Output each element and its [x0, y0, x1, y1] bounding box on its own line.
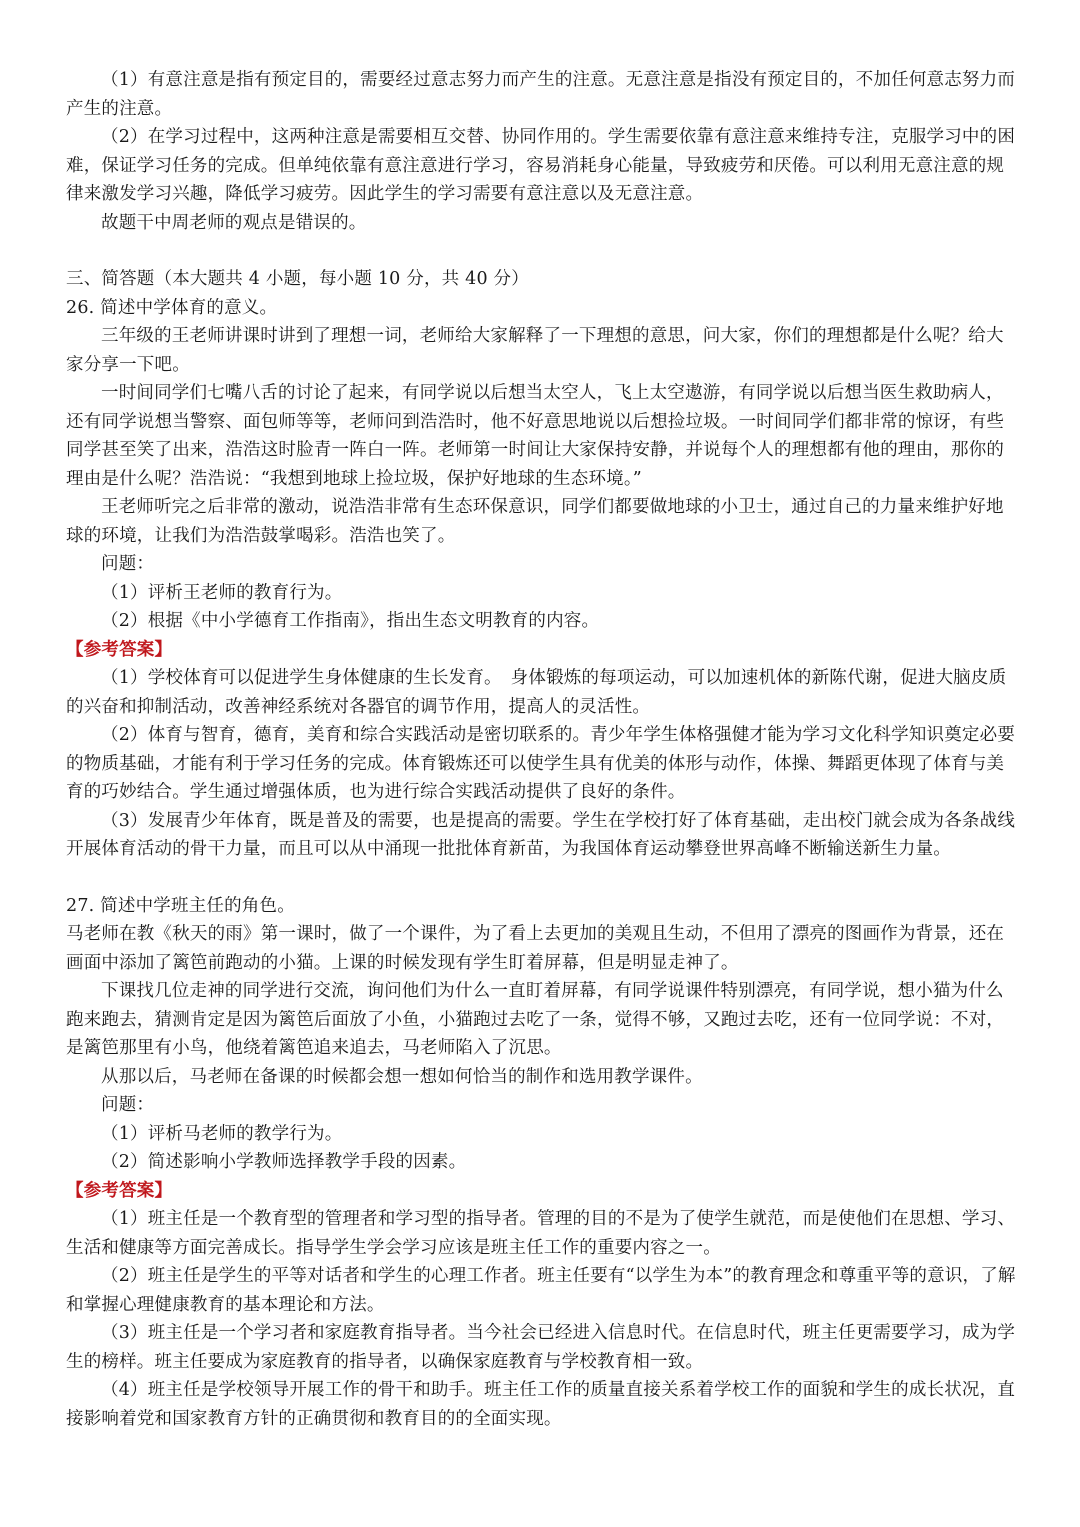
intro-conclusion: 故题干中周老师的观点是错误的。 [101, 212, 367, 233]
intro-paragraph-1: （1）有意注意是指有预定目的，需要经过意志努力而产生的注意。无意注意是指没有预定目的，不加任何意志努力而产生的注意。 [66, 70, 1016, 119]
q26-answer-label: 【参考答案】 [66, 639, 173, 660]
section-gap [66, 864, 1020, 892]
q27-answer: （2）班主任是学生的平等对话者和学生的心理工作者。班主任要有“以学生为本”的教育理念和尊重平等的意识，了解和掌握心理健康教育的基本理论和方法。 [66, 1266, 1016, 1315]
q26-question: （1）评析王老师的教育行为。 [101, 582, 343, 603]
q27-answer: （4）班主任是学校领导开展工作的骨干和助手。班主任工作的质量直接关系着学校工作的面貌和学生的成长状况，直接影响着党和国家教育方针的正确贯彻和教育目的的全面实现。 [66, 1380, 1016, 1429]
q27-title: 27. 简述中学班主任的角色。 [66, 895, 295, 916]
q26-case-paragraph: 王老师听完之后非常的激动，说浩浩非常有生态环保意识，同学们都要做地球的小卫士，通过自己的力量来维护好地球的环境，让我们为浩浩鼓掌喝彩。浩浩也笑了。 [66, 497, 1004, 546]
q26-title: 26. 简述中学体育的意义。 [66, 297, 278, 318]
q26-question-label: 问题： [101, 554, 155, 574]
q26-answer: （3）发展青少年体育，既是普及的需要，也是提高的需要。学生在学校打好了体育基础，走出校门就会成为各条战线开展体育活动的骨干力量，而且可以从中涌现一批批体育新苗，为我国体育运动攀登世界高峰不断输送新生力量。 [66, 810, 1016, 859]
q27-case-paragraph: 下课找几位走神的同学进行交流，询问他们为什么一直盯着屏幕，有同学说课件特别漂亮，有同学说，想小猫为什么跑来跑去，猜测肯定是因为篱笆后面放了小鱼，小猫跑过去吃了一条，觉得不够，又跑过去吃，还有一位同学说：不对，是篱笆那里有小鸟，他绕着篱笆追来追去，马老师陷入了沉思。 [66, 981, 1005, 1058]
q26-case-paragraph: 一时间同学们七嘴八舌的讨论了起来，有同学说以后想当太空人，飞上太空遨游，有同学说以后想当医生救助病人，还有同学说想当警察、面包师等等，老师问到浩浩时，他不好意思地说以后想捡垃圾。一时间同学们都非常的惊讶，有些同学甚至笑了出来，浩浩这时脸青一阵白一阵。老师第一时间让大家保持安静，并说每个人的理想都有他的理由，那你的理由是什么呢？浩浩说：“我想到地球上捡垃圾，保护好地球的生态环境。” [66, 383, 1005, 489]
q26-answer: （2）体育与智育，德育，美育和综合实践活动是密切联系的。青少年学生体格强健才能为学习文化科学知识奠定必要的物质基础，才能有利于学习任务的完成。体育锻炼还可以使学生具有优美的体形与动作，体操、舞蹈更体现了体育与美育的巧妙结合。学生通过增强体质，也为进行综合实践活动提供了良好的条件。 [66, 725, 1016, 802]
q26-answer: （1）学校体育可以促进学生身体健康的生长发育。 身体锻炼的每项运动，可以加速机体的新陈代谢，促进大脑皮质的兴奋和抑制活动，改善神经系统对各器官的调节作用，提高人的灵活性。 [66, 668, 1007, 717]
intro-paragraph-2: （2）在学习过程中，这两种注意是需要相互交替、协同作用的。学生需要依靠有意注意来维持专注，克服学习中的困难，保证学习任务的完成。但单纯依靠有意注意进行学习，容易消耗身心能量，导致疲劳和厌倦。可以利用无意注意的规律来激发学习兴趣，降低学习疲劳。因此学生的学习需要有意注意以及无意注意。 [66, 127, 1016, 204]
q27-answer: （3）班主任是一个学习者和家庭教育指导者。当今社会已经进入信息时代。在信息时代，班主任更需要学习，成为学生的榜样。班主任要成为家庭教育的指导者，以确保家庭教育与学校教育相一致。 [66, 1323, 1016, 1372]
section-heading: 三、简答题（本大题共 4 小题，每小题 10 分，共 40 分） [66, 269, 529, 289]
q26-case-paragraph: 三年级的王老师讲课时讲到了理想一词，老师给大家解释了一下理想的意思，问大家，你们的理想都是什么呢？给大家分享一下吧。 [66, 326, 1004, 375]
q27-case-paragraph: 从那以后，马老师在备课的时候都会想一想如何恰当的制作和选用教学课件。 [101, 1066, 703, 1087]
q27-question-label: 问题： [101, 1095, 155, 1115]
q26-question: （2）根据《中小学德育工作指南》，指出生态文明教育的内容。 [101, 611, 600, 631]
q27-question: （2）简述影响小学教师选择教学手段的因素。 [101, 1152, 467, 1172]
section-gap [66, 237, 1020, 265]
q27-answer-label: 【参考答案】 [66, 1180, 173, 1201]
q27-question: （1）评析马老师的教学行为。 [101, 1123, 343, 1144]
q27-answer: （1）班主任是一个教育型的管理者和学习型的指导者。管理的目的不是为了使学生就范，而是使他们在思想、学习、生活和健康等方面完善成长。指导学生学会学习应该是班主任工作的重要内容之一。 [66, 1209, 1016, 1258]
q27-case-paragraph: 马老师在教《秋天的雨》第一课时，做了一个课件，为了看上去更加的美观且生动，不但用了漂亮的图画作为背景，还在画面中添加了篱笆前跑动的小猫。上课的时候发现有学生盯着屏幕，但是明显走神了。 [66, 924, 1005, 973]
